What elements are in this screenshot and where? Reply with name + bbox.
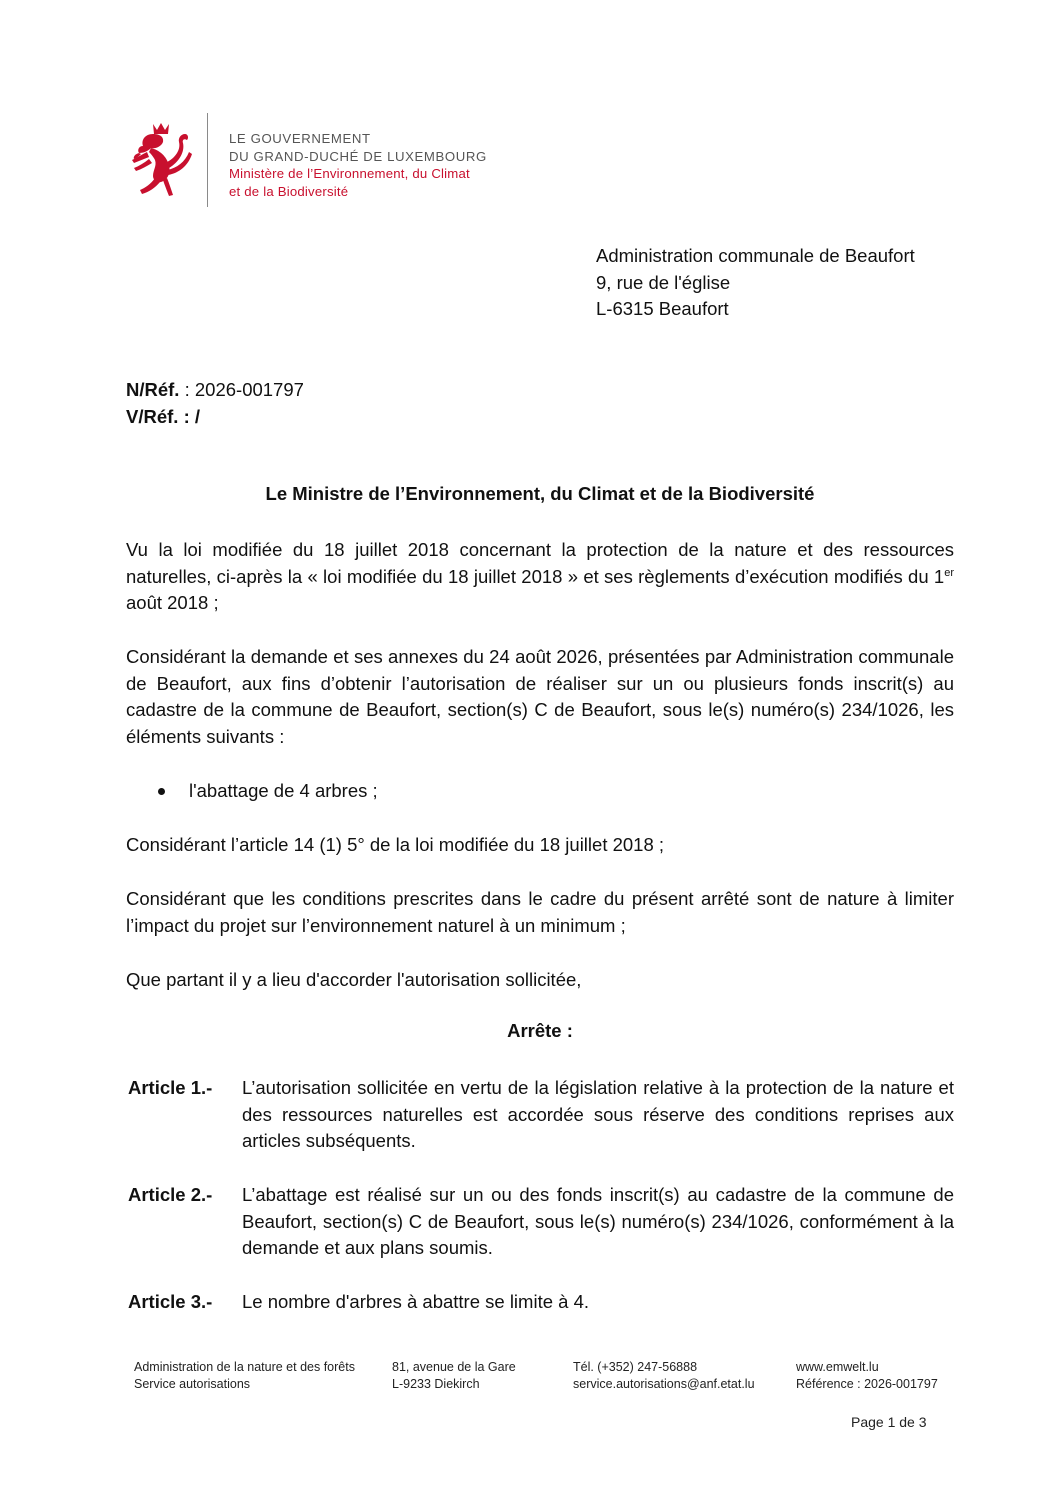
footer-website: www.emwelt.lu <box>796 1360 879 1374</box>
bullet-item: l'abattage de 4 arbres ; <box>189 780 378 801</box>
footer-web <box>796 1359 938 1393</box>
article-3-label: Article 3.- <box>128 1291 213 1312</box>
footer-street: 81, avenue de la Gare <box>392 1360 516 1374</box>
government-header <box>229 130 487 200</box>
gov-line2: DU GRAND-DUCHÉ DE LUXEMBOURG <box>229 148 487 164</box>
footer-contact <box>573 1359 755 1393</box>
footer-agency <box>134 1359 355 1393</box>
addressee-street: 9, rue de l'église <box>596 271 731 293</box>
article-2-label: Article 2.- <box>128 1184 213 1205</box>
header-divider <box>207 113 208 207</box>
ministry-line2: et de la Biodiversité <box>229 183 349 199</box>
lion-logo-icon <box>131 122 193 198</box>
addressee-name: Administration communale de Beaufort <box>596 245 915 266</box>
vu-text-a: Vu la loi modifiée du 18 juillet 2018 concernant la protection de la nature et des ressources naturelles, ci-après la « loi modifiée du 18 juillet 2018 » et ses règlements d’exécution modifiés du 1 <box>126 539 954 587</box>
considerant-article-paragraph: Considérant l’article 14 (1) 5° de la loi modifiée du 18 juillet 2018 ; <box>126 834 665 855</box>
your-reference-label: V/Réf. : / <box>126 406 201 427</box>
article-2-text: L’abattage est réalisé sur un ou des fonds inscrit(s) au cadastre de la commune de Beaufort, section(s) C de Beaufort, sous le(s) numéro(s) 234/1026, conformément à la demande et aux plans soumis. <box>242 1184 954 1258</box>
considerant-conditions-paragraph: Considérant que les conditions prescrites dans le cadre du présent arrêté sont de nature à limiter l’impact du projet sur l’environnement naturel à un minimum ; <box>126 888 954 936</box>
footer-reference: Référence : 2026-001797 <box>796 1377 938 1391</box>
footer-service: Service autorisations <box>134 1377 251 1391</box>
our-reference-value: : 2026-001797 <box>179 379 304 400</box>
footer-address <box>392 1359 516 1393</box>
our-reference <box>126 376 304 403</box>
addressee-block <box>596 243 915 323</box>
page-number: Page 1 de 3 <box>851 1414 927 1430</box>
vu-superscript: er <box>944 566 954 579</box>
our-reference-label: N/Réf. <box>126 379 180 400</box>
article-3-text: Le nombre d'arbres à abattre se limite à 4. <box>242 1291 589 1312</box>
article-1-label: Article 1.- <box>128 1077 213 1098</box>
footer-city: L-9233 Diekirch <box>392 1377 480 1391</box>
vu-text-b: août 2018 ; <box>126 592 219 613</box>
vu-paragraph <box>126 537 954 617</box>
footer-agency-name: Administration de la nature et des forêts <box>134 1360 355 1374</box>
partant-paragraph: Que partant il y a lieu d'accorder l'autorisation sollicitée, <box>126 969 582 990</box>
document-title: Le Ministre de l’Environnement, du Climat et de la Biodiversité <box>265 483 815 504</box>
references-block <box>126 376 304 430</box>
addressee-city: L-6315 Beaufort <box>596 298 729 319</box>
footer-phone: Tél. (+352) 247-56888 <box>573 1360 698 1374</box>
considerant-demand-paragraph: Considérant la demande et ses annexes du 24 août 2026, présentées par Administration communale de Beaufort, aux fins d’obtenir l’autorisation de réaliser sur un ou plusieurs fonds inscrit(s) au cadastre de la commune de Beaufort, section(s) C de Beaufort, sous le(s) numéro(s) 234/1026, les éléments suivants : <box>126 646 954 747</box>
your-reference <box>126 403 304 430</box>
footer-email: service.autorisations@anf.etat.lu <box>573 1377 755 1391</box>
arrete-heading: Arrête : <box>507 1020 573 1041</box>
bullet-icon <box>158 788 165 795</box>
ministry-line1: Ministère de l’Environnement, du Climat <box>229 166 470 181</box>
gov-line1: LE GOUVERNEMENT <box>229 131 371 146</box>
article-1-text: L’autorisation sollicitée en vertu de la législation relative à la protection de la nature et des ressources naturelles est accordée sous réserve des conditions reprises aux articles subséquents. <box>242 1077 954 1151</box>
